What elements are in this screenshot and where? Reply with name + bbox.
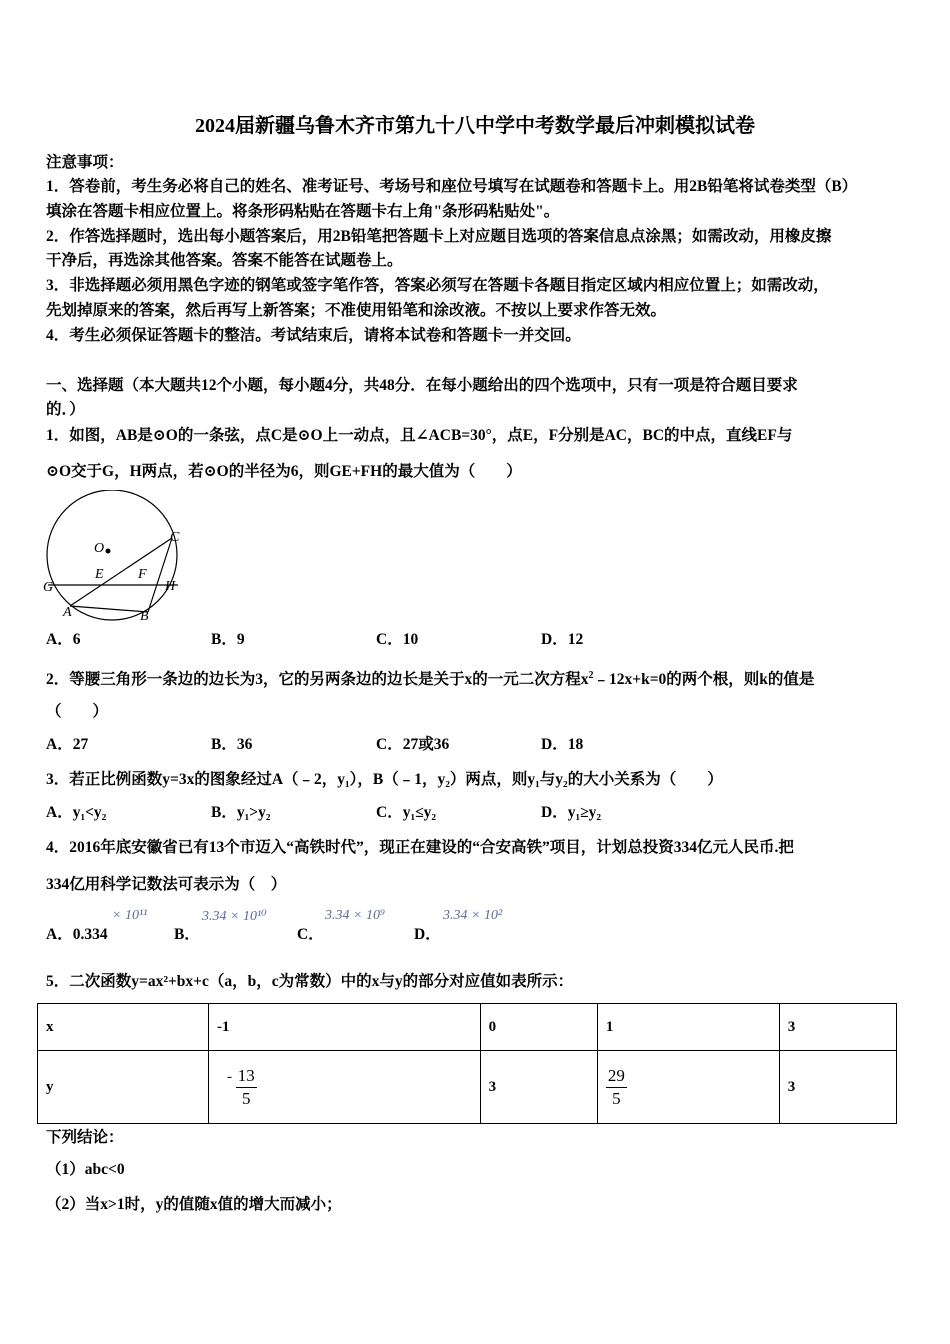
q2-text-a: 2．等腰三角形一条边的边长为3，它的另两条边的边长是关于x的一元二次方程x bbox=[46, 671, 589, 689]
section-heading-cont: 的．） bbox=[46, 401, 85, 418]
q4-option-a[interactable]: A．0.334 bbox=[46, 926, 108, 943]
q1-circle-figure bbox=[40, 490, 190, 625]
q4-text: 4．2016年底安徽省已有13个市迈入“高铁时代”，现正在建设的“合安高铁”项目，计划总投资334亿元人民币.把 bbox=[46, 839, 794, 856]
q3-text: 3．若正比例函数y=3x的图象经过A（﹣2，y₁），B（﹣1，y₂）两点，则y₁与y₂的大小关系为（ ） bbox=[46, 771, 723, 788]
cell-x: -1 bbox=[209, 1004, 481, 1051]
cell-y: 3 bbox=[480, 1051, 597, 1124]
notice-line: 4．考生必须保证答题卡的整洁。考试结束后，请将本试卷和答题卡一并交回。 bbox=[46, 327, 581, 344]
label-O: O bbox=[94, 541, 105, 556]
q4-expression-a: × 10¹¹ bbox=[112, 908, 148, 923]
q2-text: （ ） bbox=[46, 703, 109, 720]
q2-option-b[interactable]: B．36 bbox=[211, 736, 253, 753]
cell-x: 1 bbox=[597, 1004, 779, 1051]
label-E: E bbox=[95, 567, 104, 582]
label-F: F bbox=[138, 567, 147, 582]
q1-option-d[interactable]: D．12 bbox=[541, 631, 584, 648]
numerator: 13 bbox=[236, 1065, 257, 1088]
cell-y bbox=[597, 1051, 779, 1124]
q2-option-a[interactable]: A．27 bbox=[46, 736, 89, 753]
q4-expression-b: 3.34 × 10¹⁰ bbox=[202, 909, 267, 924]
q3-option-c[interactable]: C．y₁≤y₂ bbox=[376, 804, 436, 821]
cell-x: 3 bbox=[779, 1004, 896, 1051]
table-row-y bbox=[38, 1051, 897, 1124]
conclusion-item: （1）abc<0 bbox=[46, 1161, 125, 1178]
q5-value-table bbox=[37, 1003, 897, 1124]
cell-y: 3 bbox=[779, 1051, 896, 1124]
conclusions-heading: 下列结论： bbox=[46, 1129, 124, 1146]
q3-option-b[interactable]: B．y₁>y₂ bbox=[211, 804, 271, 821]
table-row-x bbox=[38, 1004, 897, 1051]
q4-expression-c: 3.34 × 10⁹ bbox=[325, 908, 385, 923]
cell-y bbox=[209, 1051, 481, 1124]
q2-exponent: 2 bbox=[588, 670, 594, 681]
page-title: 2024届新疆乌鲁木齐市第九十八中学中考数学最后冲刺模拟试卷 bbox=[195, 115, 755, 137]
q4-option-d[interactable]: D． bbox=[414, 926, 441, 943]
notice-line: 1．答卷前，考生务必将自己的姓名、准考证号、考场号和座位号填写在试题卷和答题卡上。用2B铅笔将试卷类型（B） bbox=[46, 178, 858, 195]
label-H: H bbox=[165, 579, 176, 594]
q4-option-b[interactable]: B． bbox=[174, 926, 200, 943]
cell-y-label: y bbox=[38, 1051, 209, 1124]
notice-line: 2．作答选择题时，选出每小题答案后，用2B铅笔把答题卡上对应题目选项的答案信息点涂黑；如需改动，用橡皮擦 bbox=[46, 228, 832, 245]
q2-text bbox=[46, 666, 814, 690]
q4-text: 334亿用科学记数法可表示为（ ） bbox=[46, 876, 287, 893]
fraction-sign: - bbox=[227, 1068, 232, 1085]
label-A: A bbox=[63, 605, 72, 620]
conclusion-item: （2）当x>1时，y的值随x值的增大而减小； bbox=[46, 1196, 342, 1213]
q4-expression-d: 3.34 × 10² bbox=[443, 908, 503, 923]
cell-x: 0 bbox=[480, 1004, 597, 1051]
q5-text: 5．二次函数y=ax²+bx+c（a，b，c为常数）中的x与y的部分对应值如表所示： bbox=[46, 973, 574, 990]
label-C: C bbox=[170, 530, 180, 545]
q3-option-a[interactable]: A．y₁<y₂ bbox=[46, 804, 107, 821]
denominator: 5 bbox=[612, 1088, 621, 1108]
notice-line: 3．非选择题必须用黑色字迹的钢笔或签字笔作答，答案必须写在答题卡各题目指定区域内相应位置上；如需改动， bbox=[46, 277, 829, 294]
q3-option-d[interactable]: D．y₁≥y₂ bbox=[541, 804, 601, 821]
fraction bbox=[236, 1065, 257, 1110]
q2-option-d[interactable]: D．18 bbox=[541, 736, 584, 753]
q2-text-b: ﹣12x+k=0的两个根，则k的值是 bbox=[593, 671, 815, 689]
q1-option-a[interactable]: A．6 bbox=[46, 631, 81, 648]
q1-text: ⊙O交于G，H两点，若⊙O的半径为6，则GE+FH的最大值为（ ） bbox=[46, 463, 522, 480]
q1-option-b[interactable]: B．9 bbox=[211, 631, 245, 648]
notice-line: 填涂在答题卡相应位置上。将条形码粘贴在答题卡右上角"条形码粘贴处"。 bbox=[46, 203, 560, 220]
q1-text: 1．如图，AB是⊙O的一条弦，点C是⊙O上一动点，且∠ACB=30°，点E，F分别是AC，BC的中点，直线EF与 bbox=[46, 427, 793, 444]
q2-option-c[interactable]: C．27或36 bbox=[376, 736, 450, 753]
q1-option-c[interactable]: C．10 bbox=[376, 631, 419, 648]
notice-heading: 注意事项： bbox=[46, 154, 124, 171]
notice-line: 干净后，再选涂其他答案。答案不能答在试题卷上。 bbox=[46, 252, 403, 269]
cell-x-label: x bbox=[38, 1004, 209, 1051]
label-G: G bbox=[43, 580, 54, 595]
q4-option-c[interactable]: C． bbox=[297, 926, 324, 943]
denominator: 5 bbox=[242, 1088, 251, 1108]
fraction bbox=[606, 1065, 627, 1110]
notice-line: 先划掉原来的答案，然后再写上新答案；不准使用铅笔和涂改液。不按以上要求作答无效。 bbox=[46, 302, 667, 319]
numerator: 29 bbox=[606, 1065, 627, 1088]
section-heading: 一、选择题（本大题共12个小题，每小题4分，共48分．在每小题给出的四个选项中，只有一项是符合题目要求 bbox=[46, 377, 798, 394]
label-B: B bbox=[140, 609, 149, 624]
